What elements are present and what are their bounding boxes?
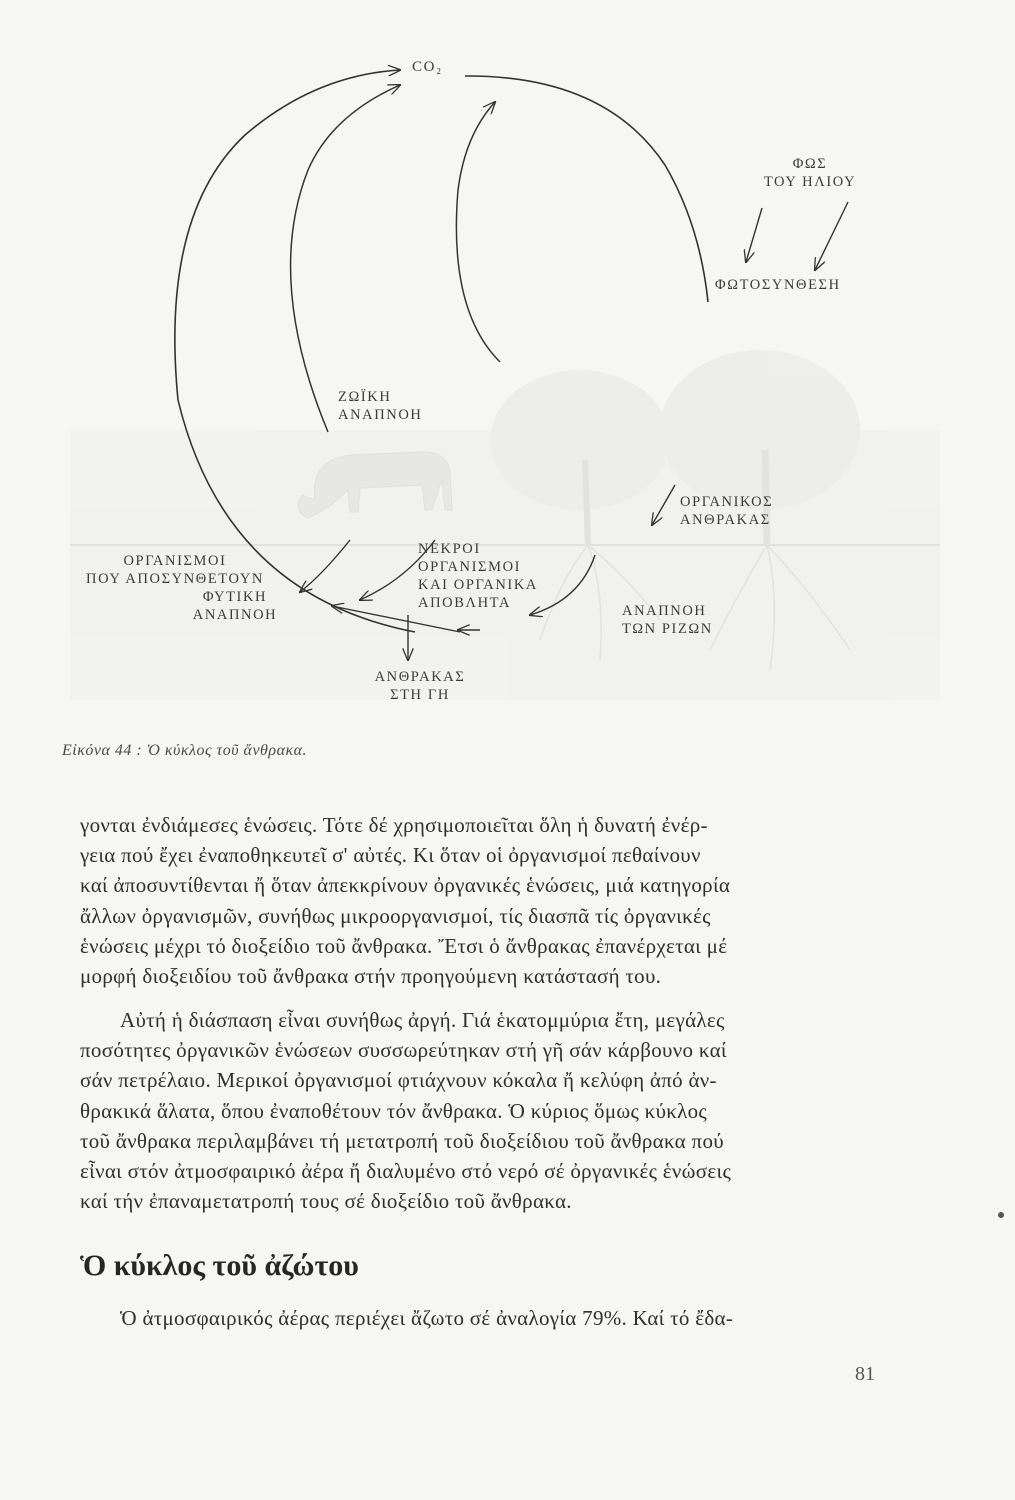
paragraph-line: ποσότητες ὀργανικῶν ἑνώσεων συσσωρεύτηκαν στή γῆ σάν κάρβουνο καί bbox=[80, 1038, 727, 1063]
arrow-animal-respiration bbox=[291, 85, 400, 432]
background-scene bbox=[70, 350, 940, 700]
paragraph-line: Αὐτή ἡ διάσπαση εἶναι συνήθως ἀργή. Γιά ἑκατομμύρια ἔτη, μεγάλες bbox=[120, 1008, 725, 1032]
paragraph-line: ἄλλων ὀργανισμῶν, συνήθως μικροοργανισμοί, τίς διασπᾶ τίς ὀργανικές bbox=[80, 903, 711, 928]
sunlight-ray-1 bbox=[746, 208, 762, 262]
paragraph-line: θρακικά ἅλατα, ὅπου ἐναποθέτουν τόν ἄνθρακα. Ὁ κύριος ὅμως κύκλος bbox=[80, 1098, 708, 1123]
page-number: 81 bbox=[855, 1363, 875, 1385]
paragraph-2 bbox=[80, 1005, 880, 1216]
co2-label: CO₂ bbox=[412, 59, 443, 75]
paragraph-line: καί ἀποσυντίθενται ἤ ὅταν ἀπεκκρίνουν ὀργανικές ἑνώσεις, μιά κατηγορία bbox=[80, 873, 731, 898]
sunlight-ray-2 bbox=[815, 202, 848, 270]
section-heading: Ὁ κύκλος τοῦ ἀζώτου bbox=[80, 1249, 359, 1282]
arrow-co2-to-photosynthesis bbox=[465, 76, 708, 302]
paragraph-line: γεια πού ἔχει ἐναποθηκευτεῖ σ' αὐτές. Κι ὅταν οἱ ὀργανισμοί πεθαίνουν bbox=[80, 843, 701, 868]
paragraph-line: σάν πετρέλαιο. Μερικοί ὀργανισμοί φτιάχνουν κόκαλα ἤ κελύφη ἀπό ἀν- bbox=[80, 1068, 717, 1093]
paragraph-line: γονται ἐνδιάμεσες ἑνώσεις. Τότε δέ χρησιμοποιεῖται ὅλη ἡ δυνατή ἐνέρ- bbox=[80, 813, 708, 837]
paragraph-3 bbox=[120, 1303, 880, 1333]
animal-respiration-label: ΖΩΪΚΗ ΑΝΑΠΝΟΗ bbox=[338, 389, 423, 423]
paragraph-line: ἑνώσεις μέχρι τό διοξείδιο τοῦ ἄνθρακα. Ἔτσι ὁ ἄνθρακας ἐπανέρχεται μέ bbox=[80, 933, 728, 958]
paragraph-line: Ὁ ἀτμοσφαιρικός ἀέρας περιέχει ἄζωτο σέ ἀναλογία 79%. Καί τό ἔδα- bbox=[120, 1306, 734, 1330]
root-respiration-label: ΑΝΑΠΝΟΗ ΤΩΝ ΡΙΖΩΝ bbox=[622, 603, 713, 637]
decomposers-label: ΟΡΓΑΝΙΣΜΟΙ ΠΟΥ ΑΠΟΣΥΝΘΕΤΟΥΝ bbox=[86, 553, 264, 587]
dead-organisms-label: ΝΕΚΡΟΙ ΟΡΓΑΝΙΣΜΟΙ ΚΑΙ ΟΡΓΑΝΙΚΑ ΑΠΟΒΛΗΤΑ bbox=[418, 541, 538, 611]
figure-caption: Εἰκόνα 44 : Ὁ κύκλος τοῦ ἄνθρακα. bbox=[62, 742, 308, 759]
print-speck bbox=[998, 1212, 1004, 1218]
organic-carbon-label: ΟΡΓΑΝΙΚΟΣ ΑΝΘΡΑΚΑΣ bbox=[680, 494, 774, 528]
paragraph-line: τοῦ ἄνθρακα περιλαμβάνει τή μετατροπή τοῦ διοξείδιου τοῦ ἄνθρακα πού bbox=[80, 1128, 724, 1153]
paragraph-line: εἶναι στόν ἀτμοσφαιρικό ἀέρα ἤ διαλυμένο στό νερό σέ ὀργανικές ἑνώσεις bbox=[80, 1158, 732, 1183]
carbon-in-earth-label: ΑΝΘΡΑΚΑΣ ΣΤΗ ΓΗ bbox=[374, 669, 466, 703]
photosynthesis-label: ΦΩΤΟΣΥΝΘΕΣΗ bbox=[715, 277, 841, 293]
sunlight-label: ΦΩΣ ΤΟΥ ΗΛΙΟΥ bbox=[763, 156, 857, 190]
carbon-cycle-figure bbox=[60, 40, 960, 720]
paragraph-line: μορφή διοξειδίου τοῦ ἄνθρακα στήν προηγούμενη κατάστασή του. bbox=[80, 963, 662, 988]
arrow-plant-respiration bbox=[456, 102, 500, 362]
plant-respiration-label: ΦΥΤΙΚΗ ΑΝΑΠΝΟΗ bbox=[192, 589, 278, 623]
paragraph-line: καί τήν ἐπαναμετατροπή τους σέ διοξείδιο τοῦ ἄνθρακα. bbox=[80, 1189, 572, 1214]
paragraph-1 bbox=[80, 810, 880, 991]
